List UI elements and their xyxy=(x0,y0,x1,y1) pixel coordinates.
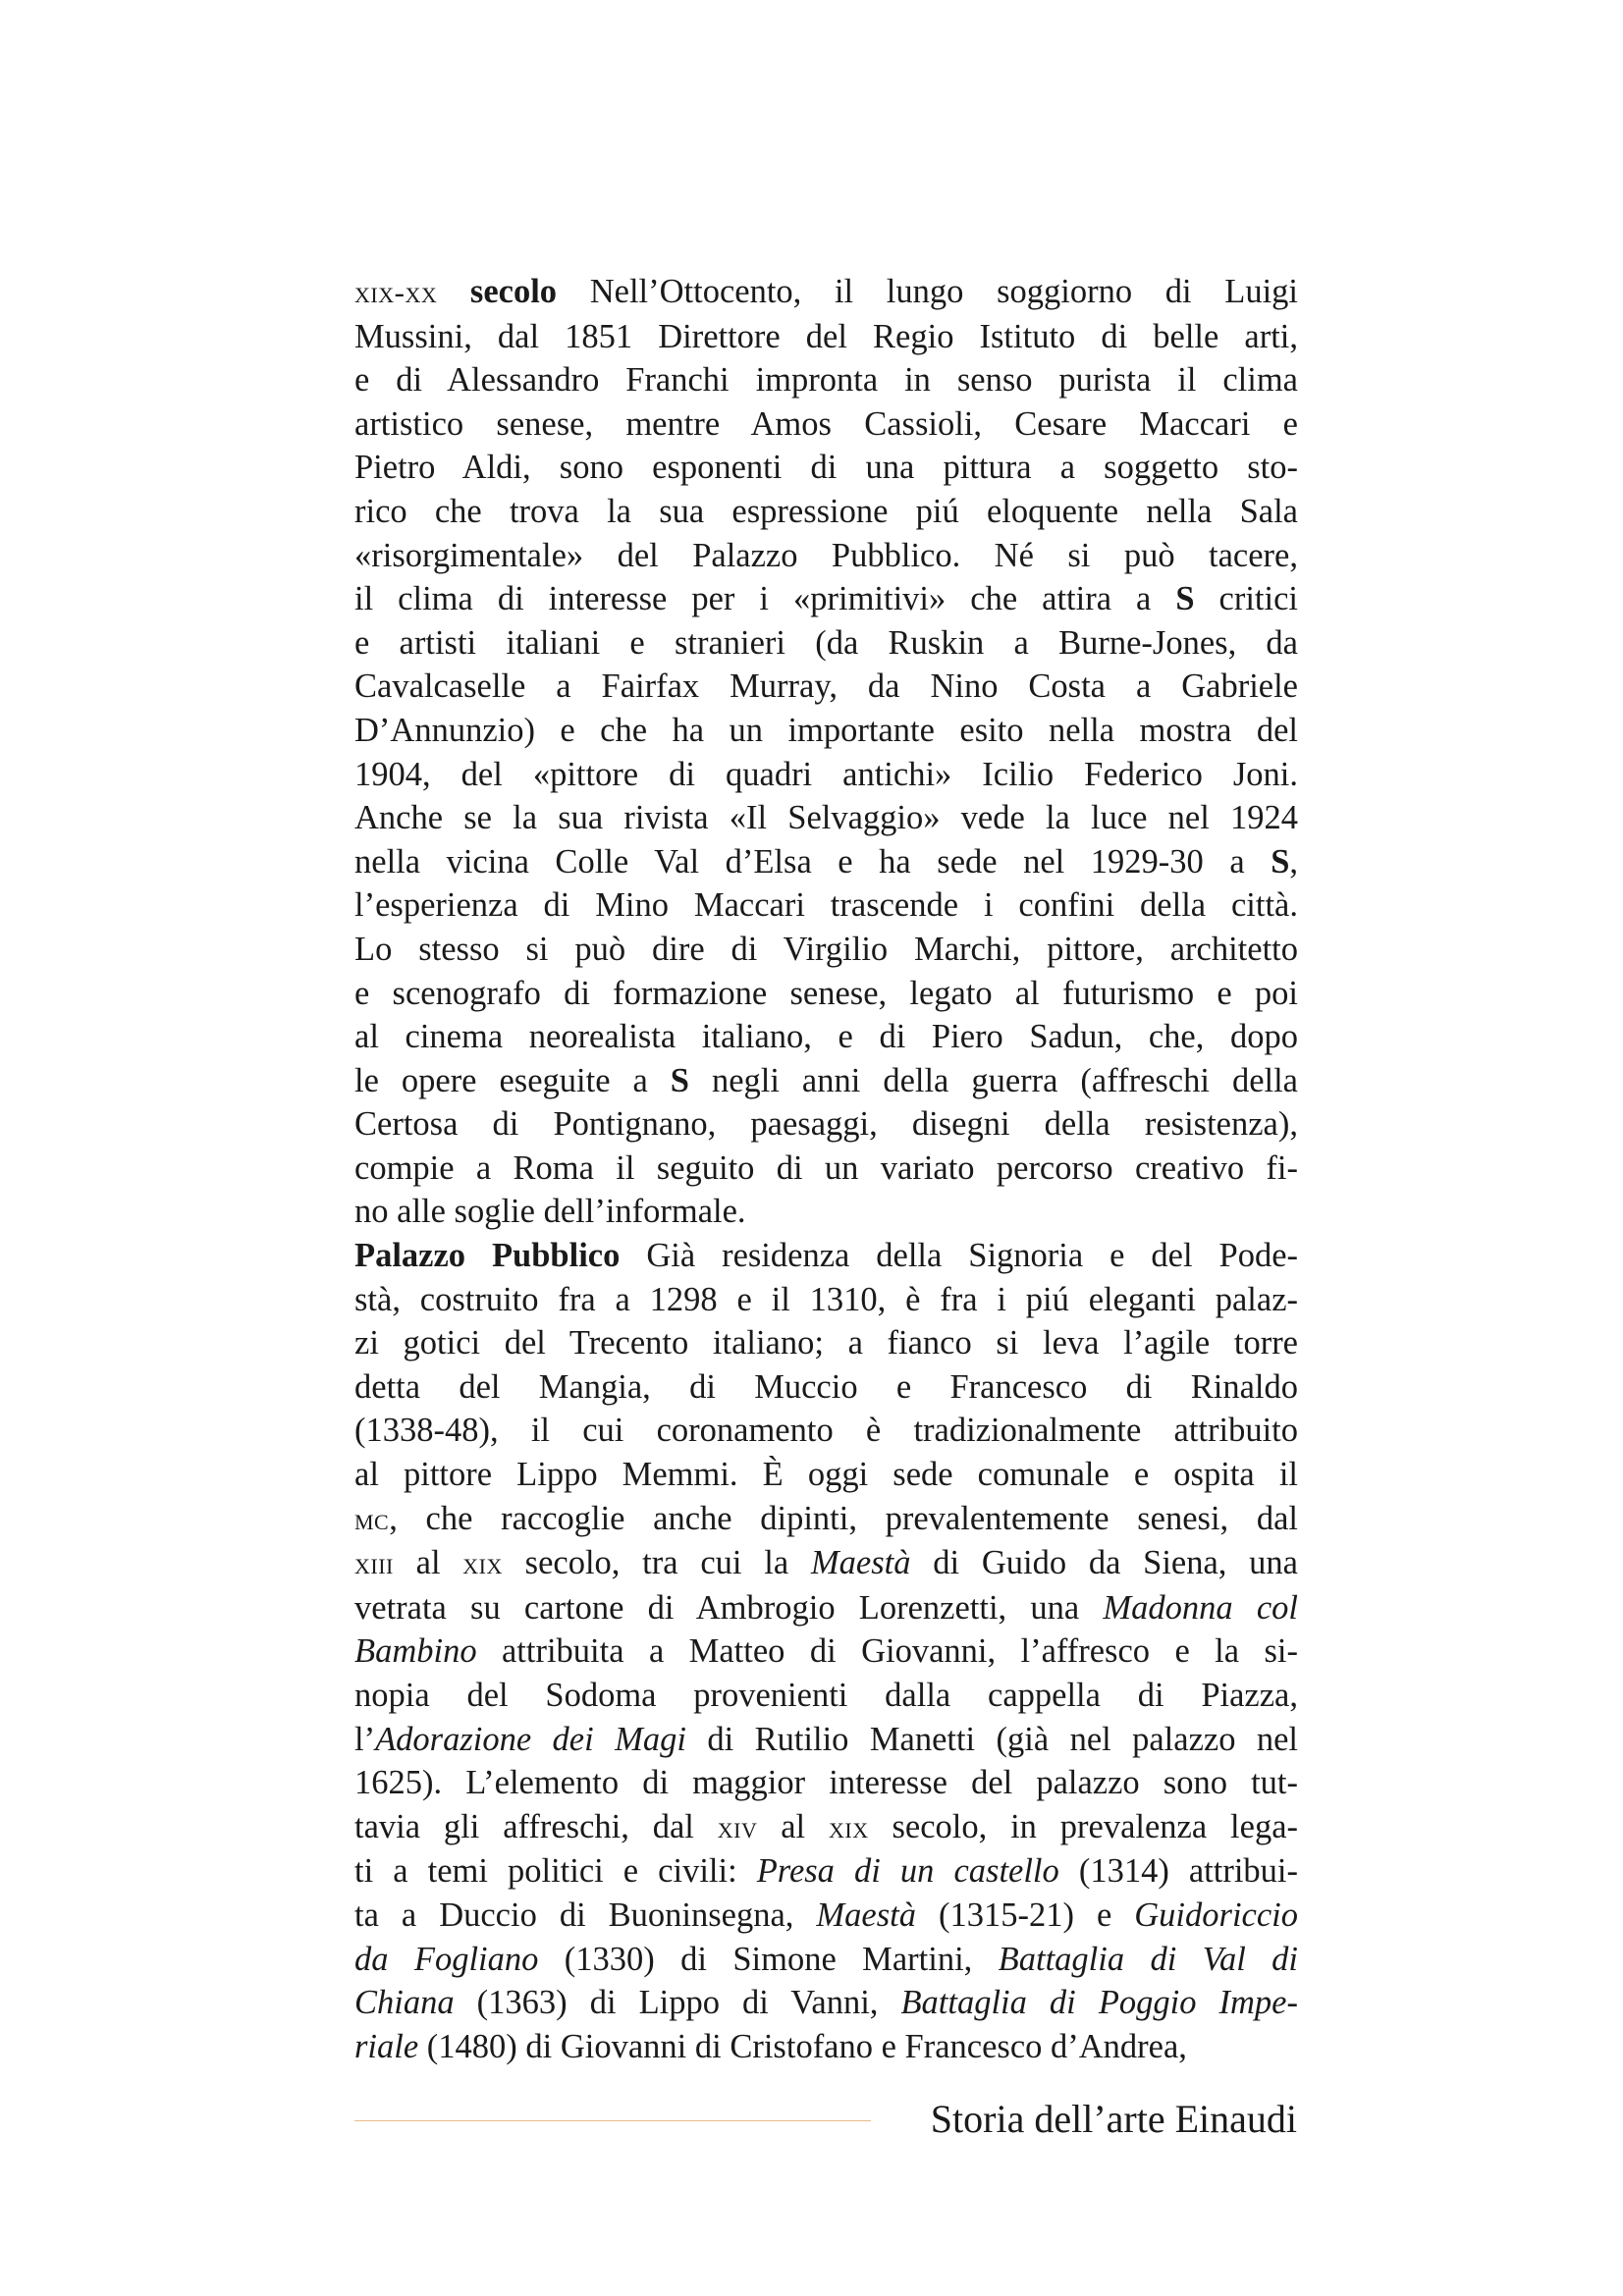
text-run: , che raccoglie anche dipinti, prevalentemente senesi, dal xyxy=(389,1499,1298,1537)
text-line xyxy=(354,1586,1298,1630)
text-run: rico che trova la sua espressione piú eloquente nella Sala xyxy=(354,492,1298,530)
text-line xyxy=(354,1453,1298,1497)
text-line xyxy=(354,1015,1298,1059)
text-run: attribuita a Matteo di Giovanni, l’affresco e la si- xyxy=(476,1632,1298,1671)
text-line xyxy=(354,1805,1298,1850)
text-line xyxy=(354,1102,1298,1147)
text-line xyxy=(354,1718,1298,1762)
text-run: il clima di interesse per i «primitivi» che attira a xyxy=(354,580,1176,618)
italic-text: Maestà xyxy=(816,1896,916,1934)
text-run: l’esperienza di Mino Maccari trascende i confini della città. xyxy=(354,886,1298,925)
text-run: di Guido da Siena, una xyxy=(910,1544,1298,1582)
text-line xyxy=(354,358,1298,402)
text-run: 1625). L’elemento di maggior interesse del palazzo sono tut- xyxy=(354,1764,1298,1802)
text-line xyxy=(354,1541,1298,1586)
text-line xyxy=(354,1981,1298,2025)
text-line xyxy=(354,928,1298,972)
text-line xyxy=(354,1674,1298,1718)
text-run: nella vicina Colle Val d’Elsa e ha sede nel 1929-30 a xyxy=(354,842,1271,881)
text-run: e di Alessandro Franchi impronta in senso purista il clima xyxy=(354,361,1298,400)
text-run: vetrata su cartone di Ambrogio Lorenzetti, una xyxy=(354,1588,1104,1627)
text-run: Lo stesso si può dire di Virgilio Marchi, pittore, architetto xyxy=(354,930,1298,968)
body-text xyxy=(354,270,1298,2068)
text-run: zi gotici del Trecento italiano; a fianco si leva l’agile torre xyxy=(354,1324,1298,1362)
text-line xyxy=(354,1147,1298,1191)
footer-title: Storia dell’arte Einaudi xyxy=(930,2097,1297,2141)
small-caps-text: xix xyxy=(462,1546,503,1581)
small-caps-text: mc xyxy=(354,1501,390,1536)
text-line xyxy=(354,534,1298,578)
text-run: stà, costruito fra a 1298 e il 1310, è fra i piú eleganti palaz- xyxy=(354,1280,1298,1318)
text-run: negli anni della guerra (affreschi della xyxy=(688,1061,1298,1099)
text-line xyxy=(354,446,1298,490)
italic-text: Battaglia di Poggio Impe- xyxy=(900,1984,1298,2022)
text-run: secolo, tra cui la xyxy=(502,1544,811,1582)
text-line xyxy=(354,621,1298,666)
footer-rule xyxy=(354,2120,871,2121)
text-line xyxy=(354,1234,1298,1278)
text-line xyxy=(354,1190,1298,1234)
text-line xyxy=(354,796,1298,840)
text-run: detta del Mangia, di Muccio e Francesco di Rinaldo xyxy=(354,1367,1298,1406)
italic-text: Guidoriccio xyxy=(1134,1896,1298,1934)
small-caps-text: xix-xx xyxy=(354,275,438,309)
text-run: (1363) di Lippo di Vanni, xyxy=(454,1984,901,2022)
text-run: al pittore Lippo Memmi. È oggi sede comunale e ospita il xyxy=(354,1456,1298,1494)
text-run: 1904, del «pittore di quadri antichi» Icilio Federico Joni. xyxy=(354,755,1298,793)
bold-text: S xyxy=(670,1061,689,1099)
text-line xyxy=(354,1321,1298,1365)
text-run: D’Annunzio) e che ha un importante esito nella mostra del xyxy=(354,711,1298,749)
bold-text: Palazzo Pubblico xyxy=(354,1237,621,1275)
text-run: Pietro Aldi, sono esponenti di una pittura a soggetto sto- xyxy=(354,449,1298,487)
text-run: (1338-48), il cui coronamento è tradizionalmente attribuito xyxy=(354,1412,1298,1450)
text-run xyxy=(437,273,470,310)
text-line xyxy=(354,315,1298,359)
text-run: artistico senese, mentre Amos Cassioli, Cesare Maccari e xyxy=(354,404,1298,443)
text-run: tavia gli affreschi, dal xyxy=(354,1807,718,1845)
italic-text: Chiana xyxy=(354,1984,455,2022)
italic-text: Maestà xyxy=(810,1544,911,1582)
text-run: al cinema neorealista italiano, e di Piero Sadun, che, dopo xyxy=(354,1018,1298,1056)
text-run: Già residenza della Signoria e del Pode- xyxy=(620,1237,1298,1275)
text-run: Cavalcaselle a Fairfax Murray, da Nino Costa a Gabriele xyxy=(354,667,1298,706)
text-line xyxy=(354,270,1298,315)
text-line xyxy=(354,1629,1298,1674)
text-line xyxy=(354,490,1298,534)
text-line xyxy=(354,577,1298,621)
text-line xyxy=(354,1894,1298,1938)
text-run: Anche se la sua rivista «Il Selvaggio» vede la luce nel 1924 xyxy=(354,799,1298,837)
text-run: (1315-21) e xyxy=(916,1896,1135,1934)
text-run: di Rutilio Manetti (già nel palazzo nel xyxy=(685,1720,1299,1758)
small-caps-text: xiv xyxy=(717,1809,758,1844)
text-line xyxy=(354,1409,1298,1453)
text-line xyxy=(354,1938,1298,1982)
text-run: l’ xyxy=(354,1720,376,1758)
text-line xyxy=(354,1278,1298,1322)
text-run: critici xyxy=(1194,580,1298,618)
text-run: , xyxy=(1289,842,1298,881)
text-line xyxy=(354,709,1298,753)
text-line xyxy=(354,402,1298,447)
text-run: secolo, in prevalenza lega- xyxy=(868,1807,1298,1845)
text-line xyxy=(354,753,1298,797)
italic-text: da Fogliano xyxy=(354,1940,539,1978)
italic-text: Bambino xyxy=(354,1632,477,1671)
text-line xyxy=(354,1497,1298,1542)
bold-text: S xyxy=(1271,842,1290,881)
text-run: Mussini, dal 1851 Direttore del Regio Istituto di belle arti, xyxy=(354,317,1298,355)
text-run: compie a Roma il seguito di un variato percorso creativo fi- xyxy=(354,1148,1298,1187)
text-run: (1330) di Simone Martini, xyxy=(538,1940,999,1978)
text-run: ta a Duccio di Buoninsegna, xyxy=(354,1896,817,1934)
text-line xyxy=(354,883,1298,928)
text-run: le opere eseguite a xyxy=(354,1061,671,1099)
text-run: (1314) attribui- xyxy=(1058,1852,1298,1891)
small-caps-text: xix xyxy=(829,1809,869,1844)
text-run: (1480) di Giovanni di Cristofano e Francesco d’Andrea, xyxy=(418,2027,1187,2065)
text-run: Certosa di Pontignano, paesaggi, disegni della resistenza), xyxy=(354,1105,1298,1144)
text-run: e scenografo di formazione senese, legato al futurismo e poi xyxy=(354,974,1298,1012)
text-run: «risorgimentale» del Palazzo Pubblico. Né si può tacere, xyxy=(354,536,1298,574)
text-line xyxy=(354,840,1298,884)
small-caps-text: xiii xyxy=(354,1546,394,1581)
bold-text: S xyxy=(1175,580,1195,618)
text-run: Nell’Ottocento, il lungo soggiorno di Luigi xyxy=(557,273,1298,310)
bold-text: secolo xyxy=(469,273,558,310)
text-run: al xyxy=(393,1544,463,1582)
text-line xyxy=(354,665,1298,709)
text-line xyxy=(354,1365,1298,1410)
text-line xyxy=(354,1849,1298,1894)
text-run: ti a temi politici e civili: xyxy=(354,1852,757,1891)
italic-text: Madonna col xyxy=(1103,1588,1298,1627)
text-line xyxy=(354,1761,1298,1805)
italic-text: Presa di un castello xyxy=(756,1852,1059,1891)
text-run: no alle soglie dell’informale. xyxy=(354,1193,746,1231)
text-line xyxy=(354,1059,1298,1103)
text-run: e artisti italiani e stranieri (da Ruskin a Burne-Jones, da xyxy=(354,623,1298,662)
italic-text: riale xyxy=(354,2027,419,2065)
text-run: al xyxy=(757,1807,829,1845)
italic-text: Battaglia di Val di xyxy=(998,1940,1299,1978)
text-line xyxy=(354,972,1298,1016)
text-run: nopia del Sodoma provenienti dalla cappella di Piazza, xyxy=(354,1677,1298,1714)
italic-text: Adorazione dei Magi xyxy=(375,1720,686,1758)
text-line xyxy=(354,2025,1298,2069)
